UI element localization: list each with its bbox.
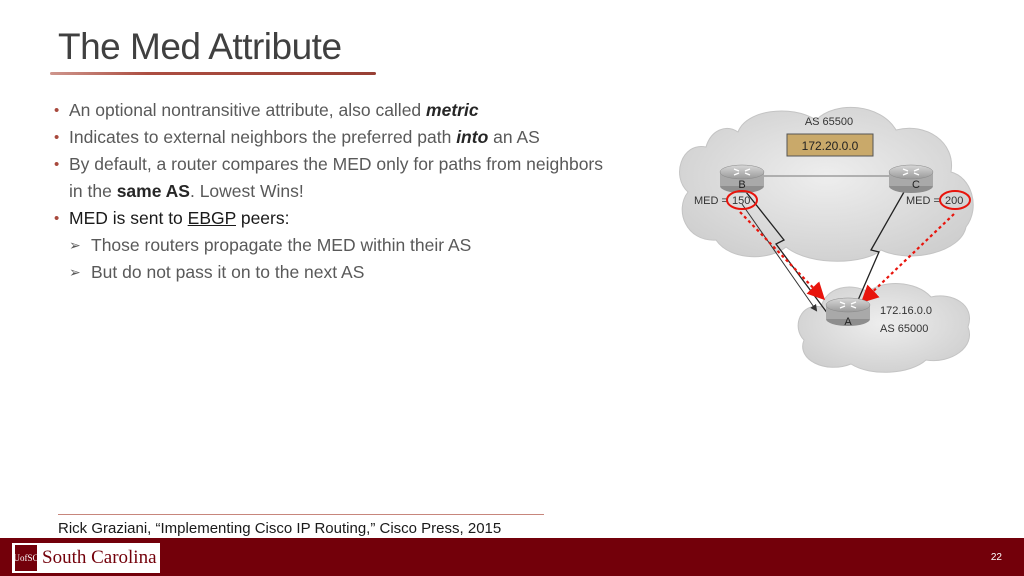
lower-as-label: AS 65000 (880, 323, 929, 335)
title-underline (50, 72, 376, 75)
footer-divider (58, 514, 544, 515)
bullet-4 (52, 205, 672, 232)
router-c-label: C (912, 179, 920, 191)
arrow-bullet-icon: ➢ (69, 264, 81, 280)
bullet-text: MED is sent to (69, 208, 188, 228)
upper-as-label: AS 65500 (804, 116, 854, 128)
bullet-dot: • (54, 156, 60, 173)
med-b-value: 150 (732, 195, 751, 207)
bullet-dot: • (54, 129, 60, 146)
router-a-label: A (844, 316, 852, 328)
sub-bullet-2 (52, 259, 672, 286)
bullet-dot: • (54, 102, 60, 119)
router-c-icon (889, 165, 933, 193)
med-c-prefix: MED = (906, 195, 940, 207)
lower-network-label: 172.16.0.0 (880, 305, 932, 317)
bullet-3 (52, 151, 672, 205)
sub-bullet-1 (52, 232, 672, 259)
upper-network-label: 172.20.0.0 (801, 139, 859, 153)
bullet-emphasis: metric (426, 100, 479, 120)
med-b-prefix: MED = (694, 195, 728, 207)
citation: Rick Graziani, “Implementing Cisco IP Routing,” Cisco Press, 2015 (58, 520, 502, 537)
logo-text: South Carolina (42, 547, 157, 568)
med-c-value: 200 (945, 195, 964, 207)
bullet-text: An optional nontransitive attribute, also called (69, 100, 427, 120)
bullet-text: an AS (488, 127, 540, 147)
bullet-text: in the (69, 181, 117, 201)
university-logo (12, 543, 160, 573)
bullet-text: peers: (235, 208, 290, 228)
bullet-text: . Lowest Wins! (189, 181, 304, 201)
bullet-dot: • (54, 210, 60, 227)
bullet-list (52, 97, 672, 286)
bullet-2 (52, 124, 672, 151)
sub-bullet-text: But do not pass it on to the next AS (91, 262, 365, 282)
bullet-1 (52, 97, 672, 124)
bullet-text: Indicates to external neighbors the preferred path (69, 127, 457, 147)
sub-bullet-text: Those routers propagate the MED within their AS (91, 235, 472, 255)
bullet-text: By default, a router compares the MED only for paths from neighbors (69, 154, 604, 174)
slide-title: The Med Attribute (58, 26, 342, 67)
router-b-label: B (738, 179, 746, 191)
bgp-med-diagram (676, 92, 976, 374)
arrow-bullet-icon: ➢ (69, 237, 81, 253)
bullet-strong: same AS (116, 181, 190, 201)
bullet-emphasis: into (456, 127, 489, 147)
logo-mark-icon: UofSC (15, 545, 37, 571)
ebgp-link[interactable]: EBGP (187, 208, 236, 228)
page-number: 22 (990, 552, 1002, 563)
